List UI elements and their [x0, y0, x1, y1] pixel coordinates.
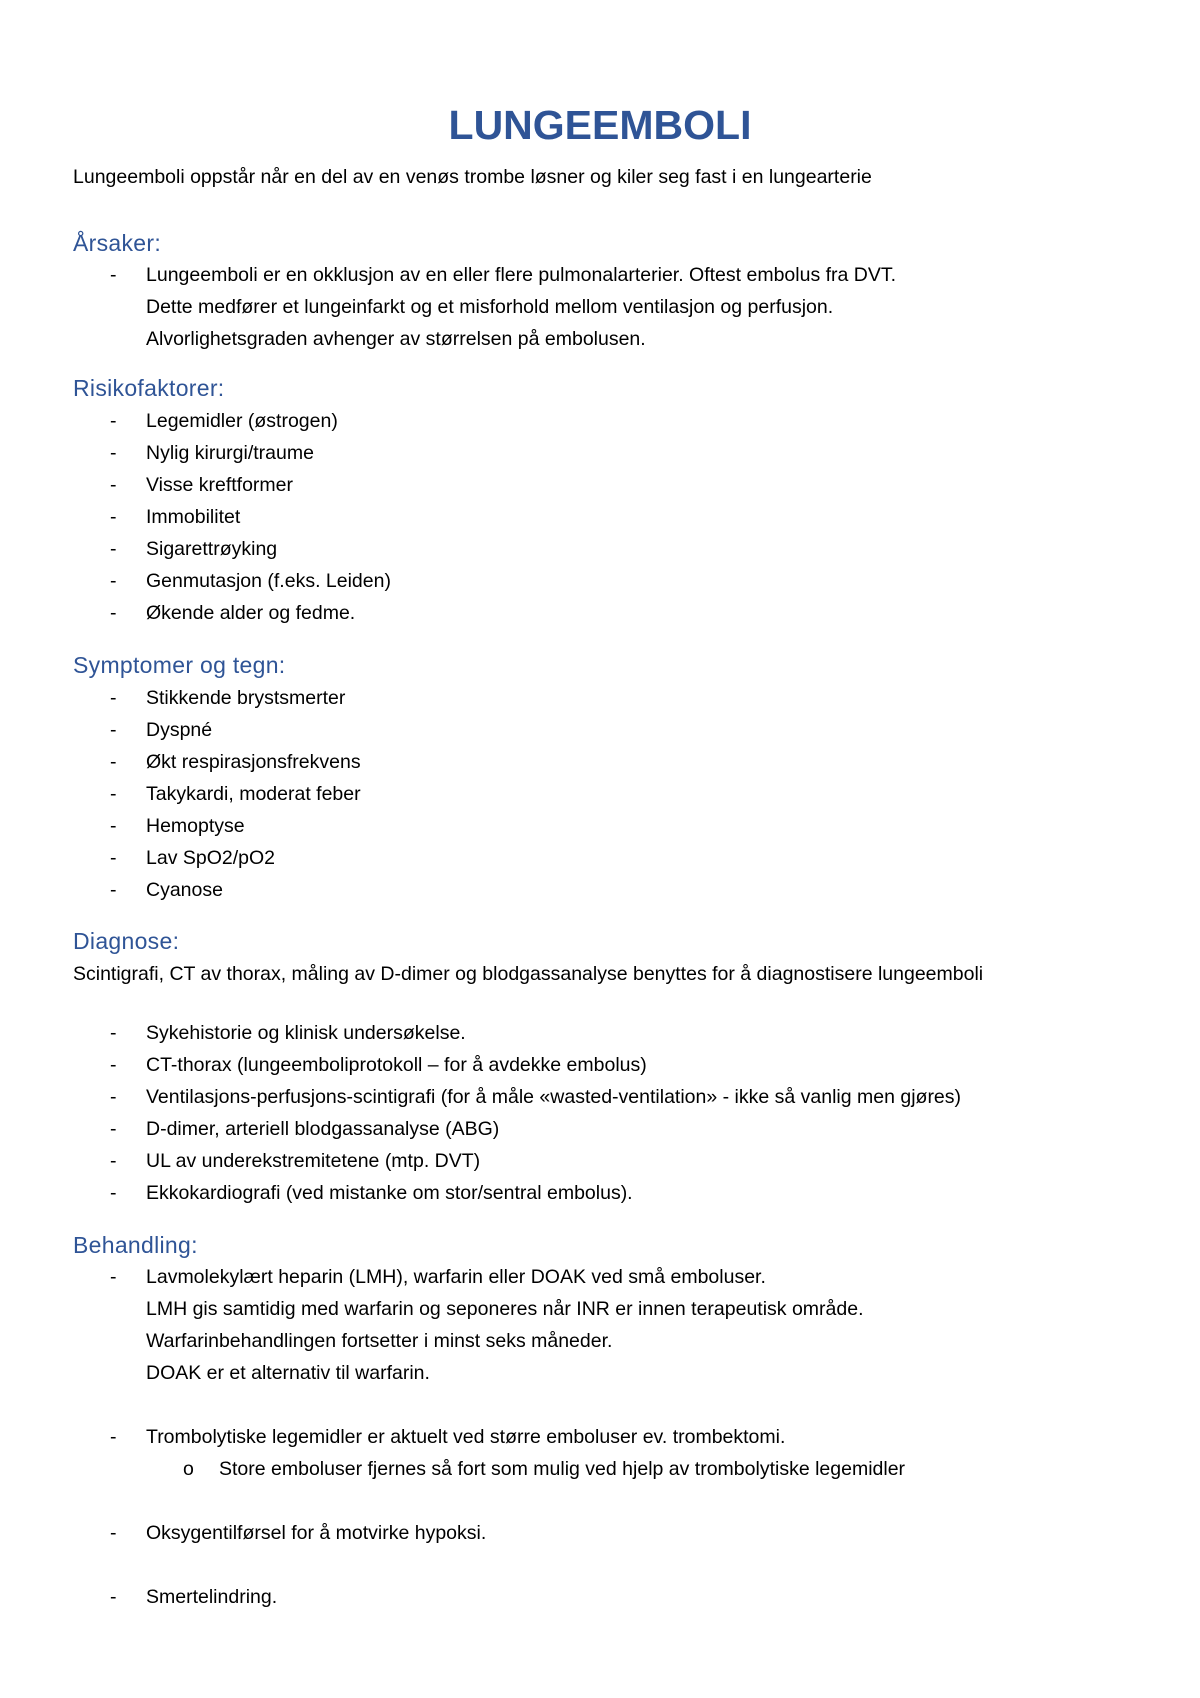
- dash-bullet: -: [110, 1266, 117, 1288]
- section-heading-diagnose: Diagnose:: [73, 928, 180, 954]
- dash-bullet: -: [110, 1022, 117, 1044]
- dash-bullet: -: [110, 815, 117, 837]
- list-item-text: Smertelindring.: [146, 1586, 278, 1608]
- list-item-text: Lav SpO2/pO2: [146, 847, 275, 869]
- dash-bullet: -: [110, 570, 117, 592]
- dash-bullet: -: [110, 1426, 117, 1448]
- dash-bullet: -: [110, 783, 117, 805]
- list-item-text: Immobilitet: [146, 506, 241, 528]
- list-item-text: Sigarettrøyking: [146, 538, 278, 560]
- sub-list-item-text: Store emboluser fjernes så fort som mulig ved hjelp av trombolytiske legemidler: [219, 1458, 906, 1480]
- list-item-text: CT-thorax (lungeemboliprotokoll – for å avdekke embolus): [146, 1054, 647, 1076]
- section-heading-behandling: Behandling:: [73, 1232, 198, 1258]
- behandling-line-3: Warfarinbehandlingen fortsetter i minst seks måneder.: [146, 1330, 613, 1352]
- list-item-text: Ekkokardiografi (ved mistanke om stor/sentral embolus).: [146, 1182, 633, 1204]
- dash-bullet: -: [110, 1054, 117, 1076]
- list-item-text: Stikkende brystsmerter: [146, 687, 346, 709]
- dash-bullet: -: [110, 1522, 117, 1544]
- dash-bullet: -: [110, 879, 117, 901]
- list-item-text: Lavmolekylært heparin (LMH), warfarin eller DOAK ved små emboluser.: [146, 1266, 766, 1288]
- list-item-text: UL av underekstremitetene (mtp. DVT): [146, 1150, 481, 1172]
- dash-bullet: -: [110, 410, 117, 432]
- diagnose-paragraph: Scintigrafi, CT av thorax, måling av D-dimer og blodgassanalyse benyttes for å diagnostisere lungeemboli: [73, 963, 984, 985]
- page-title: LUNGEEMBOLI: [448, 102, 752, 148]
- section-heading-risikofaktorer: Risikofaktorer:: [73, 375, 225, 401]
- dash-bullet: -: [110, 506, 117, 528]
- list-item-text: Legemidler (østrogen): [146, 410, 338, 432]
- list-item-text: Sykehistorie og klinisk undersøkelse.: [146, 1022, 466, 1044]
- dash-bullet: -: [110, 1086, 117, 1108]
- list-item-text: Genmutasjon (f.eks. Leiden): [146, 570, 391, 592]
- list-item-text: Hemoptyse: [146, 815, 245, 837]
- list-item-text: Økt respirasjonsfrekvens: [146, 751, 361, 773]
- list-item-text: Ventilasjons-perfusjons-scintigrafi (for å måle «wasted-ventilation» - ikke så vanlig men gjøres): [146, 1086, 962, 1108]
- behandling-line-2: LMH gis samtidig med warfarin og seponeres når INR er innen terapeutisk område.: [146, 1298, 864, 1320]
- dash-bullet: -: [110, 1182, 117, 1204]
- dash-bullet: -: [110, 602, 117, 624]
- dash-bullet: -: [110, 442, 117, 464]
- dash-bullet: -: [110, 847, 117, 869]
- circle-bullet: o: [183, 1458, 194, 1480]
- dash-bullet: -: [110, 751, 117, 773]
- arsaker-line-3: Alvorlighetsgraden avhenger av størrelsen på embolusen.: [146, 328, 646, 350]
- dash-bullet: -: [110, 1586, 117, 1608]
- list-item-text: Nylig kirurgi/traume: [146, 442, 314, 464]
- list-item-text: Økende alder og fedme.: [146, 602, 356, 624]
- list-item-text: Lungeemboli er en okklusjon av en eller flere pulmonalarterier. Oftest embolus fra DVT.: [146, 264, 897, 286]
- list-item-text: D-dimer, arteriell blodgassanalyse (ABG): [146, 1118, 500, 1140]
- dash-bullet: -: [110, 1118, 117, 1140]
- intro-text: Lungeemboli oppstår når en del av en venøs trombe løsner og kiler seg fast i en lungearterie: [73, 166, 872, 188]
- list-item-text: Cyanose: [146, 879, 223, 901]
- list-item-text: Oksygentilførsel for å motvirke hypoksi.: [146, 1522, 487, 1544]
- list-item-text: Visse kreftformer: [146, 474, 294, 496]
- dash-bullet: -: [110, 1150, 117, 1172]
- list-item-text: Dyspné: [146, 719, 213, 741]
- arsaker-line-2: Dette medfører et lungeinfarkt og et misforhold mellom ventilasjon og perfusjon.: [146, 296, 834, 318]
- section-heading-arsaker: Årsaker:: [73, 230, 162, 256]
- list-item-text: Takykardi, moderat feber: [146, 783, 361, 805]
- behandling-line-4: DOAK er et alternativ til warfarin.: [146, 1362, 430, 1384]
- dash-bullet: -: [110, 474, 117, 496]
- list-item-text: Trombolytiske legemidler er aktuelt ved større emboluser ev. trombektomi.: [146, 1426, 786, 1448]
- dash-bullet: -: [110, 538, 117, 560]
- dash-bullet: -: [110, 687, 117, 709]
- dash-bullet: -: [110, 264, 117, 286]
- dash-bullet: -: [110, 719, 117, 741]
- section-heading-symptomer: Symptomer og tegn:: [73, 652, 286, 678]
